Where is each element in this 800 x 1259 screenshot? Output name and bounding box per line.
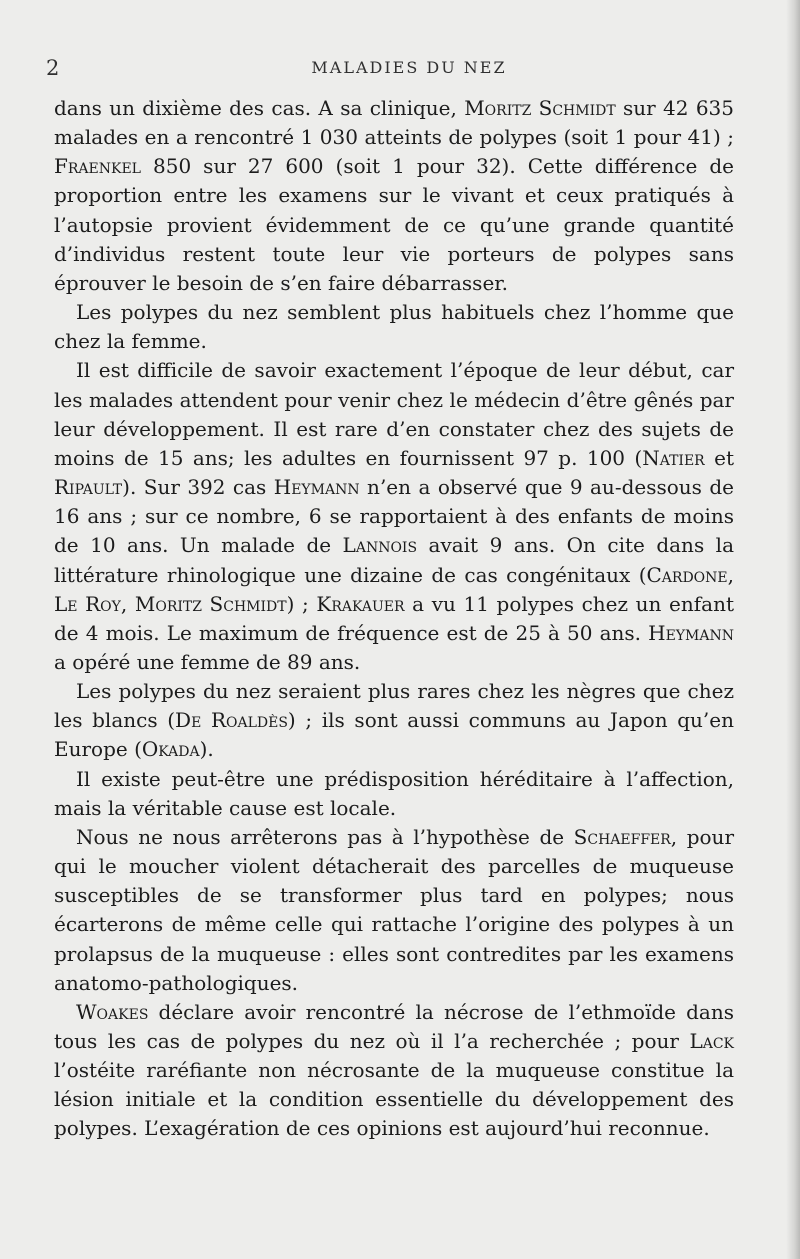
text-segment: Nous ne nous arrêterons pas à l’hypothèse de: [76, 824, 574, 849]
author-name: Heymann: [273, 475, 360, 500]
author-name: Krakauer: [316, 591, 405, 616]
text-segment: n’en a observé que 9 au-dessous de 16 ans ; sur ce nombre, 6 se rapportaient à des enfants de moins de 10 ans. Un malade de: [54, 475, 734, 558]
text-segment: a vu 11 polypes chez un enfant de 4 mois. Le maximum de fréquence est de 25 à 50 ans.: [54, 591, 734, 645]
text-segment: a opéré une femme de 89 ans.: [54, 649, 361, 674]
text-segment: avait 9 ans. On cite dans la littérature rhinologique une dizaine de cas congénitaux (: [54, 533, 734, 587]
text-segment: déclare avoir rencontré la nécrose de l’ethmoïde dans tous les cas de polypes du nez où il l’a recherchée ; pour: [54, 999, 734, 1053]
author-name: Lannois: [342, 533, 418, 558]
text-segment: ).: [199, 737, 214, 762]
author-name: Natier: [642, 445, 705, 470]
paragraph: [54, 765, 734, 823]
text-segment: et: [704, 445, 734, 470]
running-title: MALADIES DU NEZ: [311, 58, 507, 77]
paragraph: [54, 94, 734, 298]
paragraph: [54, 823, 734, 998]
running-head: [46, 56, 754, 86]
author-name: Schaeffer: [573, 824, 671, 849]
text-segment: ). Sur 392 cas: [122, 475, 274, 500]
text-segment: Il existe peut-être une prédisposition héréditaire à l’affection, mais la véritable cause est locale.: [54, 766, 734, 820]
text-segment: 850 sur 27 600 (soit 1 pour 32). Cette différence de proportion entre les examens sur le vivant et ceux pratiqués à l’autopsie provient évidemment de ce qu’une grande quantité d’individus restent toute leur vie porteurs de polypes sans éprouver le besoin de s’en faire débarrasser.: [54, 154, 734, 295]
author-name: Moritz Schmidt: [464, 96, 616, 120]
text-segment: Les polypes du nez semblent plus habituels chez l’homme que chez la femme.: [54, 300, 734, 354]
author-name: Lack: [689, 1029, 734, 1053]
text-segment: Les polypes du nez seraient plus rares chez les nègres que chez les blancs (: [54, 679, 734, 733]
page-edge-shadow: [786, 0, 800, 1259]
author-name: Fraenkel: [54, 154, 141, 179]
text-segment: dans un dixième des cas. A sa clinique,: [54, 96, 465, 120]
text-segment: ) ;: [286, 591, 317, 616]
text-segment: l’ostéite raréfiante non nécrosante de la muqueuse constitue la lésion initiale et la condition essentielle du développement des polypes. L’exagération de ces opinions est aujourd’hui reconnue.: [54, 1058, 734, 1141]
paragraph: [54, 677, 734, 764]
author-name: Woakes: [76, 999, 149, 1024]
paragraph: [54, 356, 734, 677]
paragraph: [54, 298, 734, 356]
body-text: [54, 94, 734, 1144]
author-name: Cardone: [646, 562, 728, 587]
author-name: Moritz Schmidt: [134, 591, 287, 616]
text-segment: sur 42 635 malades en a rencontré 1 030 atteints de polypes (soit 1 pour 41) ;: [54, 96, 735, 150]
author-name: De Roaldès: [175, 708, 288, 733]
paragraph: [54, 998, 734, 1144]
page-number: 2: [46, 56, 60, 80]
text-segment: ) ; ils sont aussi communs au Japon qu’en Europe (: [54, 708, 734, 762]
text-segment: ,: [727, 562, 734, 587]
text-segment: , pour qui le moucher violent détacherait des parcelles de muqueuse susceptibles de se transformer plus tard en polypes; nous écarterons de même celle qui rattache l’origine des polypes à un prolapsus de la muqueuse : elles sont contredites par les examens anatomo-pathologiques.: [54, 824, 735, 995]
author-name: Heymann: [648, 620, 734, 645]
author-name: Okada: [141, 737, 200, 762]
author-name: Le Roy: [54, 591, 121, 616]
text-segment: ,: [120, 591, 135, 616]
author-name: Ripault: [54, 475, 123, 500]
text-segment: Il est difficile de savoir exactement l’époque de leur début, car les malades attendent pour venir chez le médecin d’être gênés par leur développement. Il est rare d’en constater chez des sujets de moins de 15 ans; les adultes en fournissent 97 p. 100 (: [54, 358, 734, 470]
